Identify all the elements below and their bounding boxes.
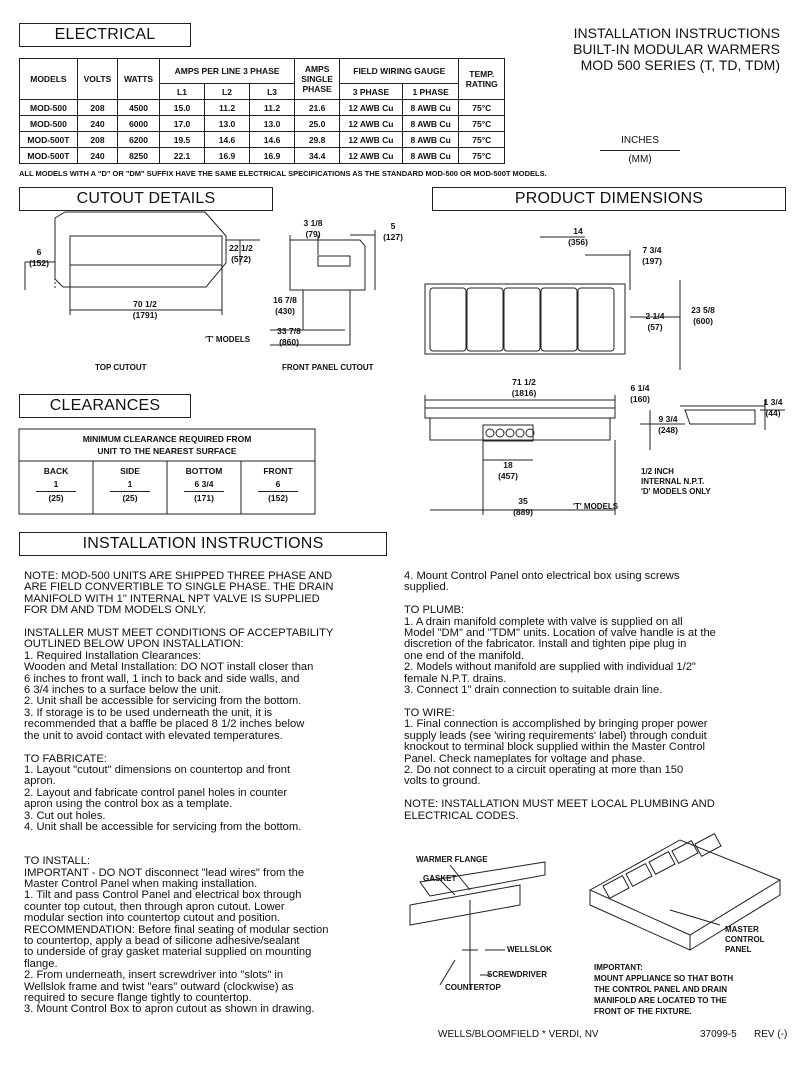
product-dim-6 [624,383,656,405]
cutout-dim-3 [296,218,330,240]
dim-value: 35 [518,496,528,506]
product-dim-14 [563,226,593,248]
dim-mm: (1791) [132,310,158,320]
clearance-mm: (152) [268,493,288,503]
col-models: MODELS [20,59,78,100]
clearance-in: 1 [36,478,76,492]
table-cell: 19.5 [160,132,205,148]
dim-value: 1 3/4 [763,397,783,407]
table-cell: 8 AWB Cu [402,148,459,164]
dim-mm: (197) [642,256,662,266]
dim-mm: (44) [765,408,781,418]
product-dim-1 [758,397,788,419]
phase-label: PHASE [302,84,332,94]
master-line-2: CONTROL [725,935,765,944]
table-cell: 8 AWB Cu [402,116,459,132]
table-cell: 8250 [118,148,160,164]
top-cutout-outline [55,212,226,287]
clearance-in: 1 [110,478,150,492]
product-dim-71 [506,377,542,399]
table-cell: MOD-500 [20,116,78,132]
clearance-in: 6 [258,478,298,492]
dim-value: 2 1/4 [645,311,665,321]
table-cell: 75°C [459,148,505,164]
dim-mm: (1816) [511,388,537,398]
dim-value: 33 7/8 [277,326,301,336]
product-dim-7 [634,245,670,267]
footer-company: WELLS/BLOOMFIELD * VERDI, NV [438,1029,599,1040]
dim-mm: (572) [231,254,251,264]
screwdriver-label: SCREWDRIVER [487,970,548,979]
table-cell: 34.4 [295,148,340,164]
clearance-column [167,465,241,505]
clearance-column [93,465,167,505]
clearance-label: BOTTOM [185,466,223,476]
dim-mm: (860) [279,337,299,347]
table-cell: 16.9 [250,148,295,164]
table-cell: 6200 [118,132,160,148]
col-1-phase: 1 PHASE [402,84,459,100]
front-panel-cutout-outline [290,240,365,290]
table-cell: 17.0 [160,116,205,132]
table-cell: 25.0 [295,116,340,132]
master-line-1: MASTER [725,925,759,934]
cutout-dim-6 [24,247,54,269]
table-cell: 21.6 [295,100,340,116]
cutout-dim-33 [272,326,306,348]
amps-label: AMPS [304,64,330,74]
dim-value: 7 3/4 [642,245,662,255]
table-cell: 22.1 [160,148,205,164]
table-cell: 12 AWB Cu [340,148,403,164]
dim-value: 6 1/4 [630,383,650,393]
clearance-mm: (171) [194,493,214,503]
rating-label: RATING [465,79,498,89]
table-cell: 240 [77,148,117,164]
units-inches: INCHES [600,132,680,151]
npt-line-1: 1/2 INCH [641,467,674,476]
electrical-footnote: ALL MODELS WITH A "D" OR "DM" SUFFIX HAVE THE SAME ELECTRICAL SPECIFICATIONS AS THE STANDARD MOD-500 OR MOD-500T MODELS. [19,169,547,178]
dim-mm: (152) [29,258,49,268]
dim-value: 18 [503,460,513,470]
cutout-dim-16 [268,295,302,317]
dim-mm: (457) [498,471,518,481]
title-line-2: BUILT-IN MODULAR WARMERS [573,41,780,57]
dim-value: 70 1/2 [133,299,157,309]
dim-mm: (356) [568,237,588,247]
table-cell: 75°C [459,100,505,116]
table-cell: 75°C [459,116,505,132]
footer-doc-number: 37099-5 [700,1029,737,1040]
table-cell: 12 AWB Cu [340,100,403,116]
cutout-dim-70 [125,299,165,321]
clearance-mm: (25) [122,493,138,503]
table-cell: 15.0 [160,100,205,116]
table-cell: 13.0 [205,116,250,132]
table-cell: 16.9 [205,148,250,164]
product-front-view [425,408,615,418]
installation-header: INSTALLATION INSTRUCTIONS [19,532,387,556]
clearance-label: BACK [43,466,69,476]
col-volts: VOLTS [77,59,117,100]
npt-line-2: INTERNAL N.P.T. [641,477,705,486]
product-top-view [425,284,625,354]
product-dim-2 [640,311,670,333]
table-cell: 13.0 [250,116,295,132]
instructions-right-column: 4. Mount Control Panel onto electrical box using screws supplied. TO PLUMB: 1. A drain manifold complete with valve is supplied on all Model "DM" and "TDM" units. Location of valve handle is at the discretion of the fabricator. Install and tighten pipe plug in one end of the manifold. 2. Models without manifold are supplied with individual 1/2" female N.P.T. drains. 3. Connect 1" drain connection to suitable drain line. TO WIRE: 1. Final connection is accomplished by bringing proper power supply leads (see 'wiring requirements' label) through conduit knockout to terminal block supplied within the Master Control Panel. Check nameplates for voltage and phase. 2. Do not connect to a circuit operating at more than 150 volts to ground. NOTE: INSTALLATION MUST MEET LOCAL PLUMBING AND ELECTRICAL CODES. [404,570,716,822]
table-cell: 8 AWB Cu [402,132,459,148]
dim-value: 14 [573,226,583,236]
dim-mm: (79) [305,229,321,239]
col-3-phase: 3 PHASE [340,84,403,100]
countertop-label: COUNTERTOP [445,983,501,992]
cutout-dim-22 [225,243,257,265]
clearance-label: SIDE [120,466,140,476]
product-dim-9 [652,414,684,436]
table-cell: MOD-500T [20,148,78,164]
important-note: IMPORTANT: MOUNT APPLIANCE SO THAT BOTH THE CONTROL PANEL AND DRAIN MANIFOLD ARE LOCATED TO THE FRONT OF THE FIXTURE. [594,963,734,1016]
npt-line-3: 'D' MODELS ONLY [641,487,711,496]
product-t-models: 'T' MODELS [573,502,619,511]
dim-value: 23 5/8 [691,305,715,315]
clearance-mm: (25) [48,493,64,503]
dim-mm: (248) [658,425,678,435]
electrical-header: ELECTRICAL [19,23,191,47]
dim-value: 16 7/8 [273,295,297,305]
table-cell: 75°C [459,132,505,148]
table-cell: 208 [77,100,117,116]
dim-mm: (127) [383,232,403,242]
dim-mm: (57) [647,322,663,332]
top-cutout-opening [70,236,222,265]
product-dim-23 [685,305,721,327]
cutout-t-models: 'T' MODELS [205,335,251,344]
wellslok-label: WELLSLOK [507,945,552,954]
clearance-title [19,433,315,457]
product-dim-35 [508,496,538,518]
gasket-label: GASKET [423,874,457,883]
clearance-label: FRONT [263,466,293,476]
clearance-title-1: MINIMUM CLEARANCE REQUIRED FROM [82,434,252,444]
dim-mm: (160) [630,394,650,404]
appliance-figure [590,840,780,935]
table-cell: 12 AWB Cu [340,132,403,148]
dim-value: 9 3/4 [658,414,678,424]
table-cell: 11.2 [205,100,250,116]
product-dimensions-header: PRODUCT DIMENSIONS [432,187,786,211]
single-label: SINGLE [301,74,333,84]
col-l2: L2 [205,84,250,100]
top-cutout-label: TOP CUTOUT [95,363,147,372]
title-line-3: MOD 500 SERIES (T, TD, TDM) [580,57,780,73]
dim-value: 22 1/2 [229,243,253,253]
clearance-column [19,465,93,505]
product-dim-18 [493,460,523,482]
master-line-3: PANEL [725,945,752,954]
table-cell: 29.8 [295,132,340,148]
cutout-details-header: CUTOUT DETAILS [19,187,273,211]
dim-mm: (600) [693,316,713,326]
table-cell: MOD-500 [20,100,78,116]
dim-mm: (430) [275,306,295,316]
title-line-1: INSTALLATION INSTRUCTIONS [573,25,780,41]
clearance-in: 6 3/4 [184,478,224,492]
temp-label: TEMP. [469,69,495,79]
instructions-left-column: NOTE: MOD-500 UNITS ARE SHIPPED THREE PHASE AND ARE FIELD CONVERTIBLE TO SINGLE PHASE. THE DRAIN MANIFOLD WITH 1" INTERNAL NPT VALVE IS SUPPLIED FOR DM AND TDM MODELS ONLY. INSTALLER MUST MEET CONDITIONS OF ACCEPTABILITY OUTLINED BELOW UPON INSTALLATION: 1. Required Installation Clearances: Wooden and Metal Installation: DO NOT install closer than 6 inches to front wall, 1 inch to back and side walls, and 6 3/4 inches to a surface below the unit. 2. Unit shall be accessible for servicing from the bottom. 3. If storage is to be used underneath the unit, it is recommended that a baffle be placed 8 1/2 inches below the unit to avoid contact with elevated temperatures. TO FABRICATE: 1. Layout "cutout" dimensions on countertop and front apron. 2. Layout and fabricate control panel holes in counter apron using the control box as a template. 3. Cut out holes. 4. Unit shall be accessible for servicing from the bottom. TO INSTALL: IMPORTANT - DO NOT disconnect "lead wires" from the Master Control Panel when making installation. 1. Tilt and pass Control Panel and electrical box through counter top cutout, then through apron cutout. Lower modular section into countertop cutout and position. RECOMMENDATION: Before final seating of modular section to countertop, apply a bead of silicone adhesive/sealant to underside of gray gasket material supplied on mounting flange. 2. From underneath, insert screwdriver into "slots" in Wellslok frame and twist "ears" outward (clockwise) as required to secure flange tightly to countertop. 3. Mount Control Box to apron cutout as shown in drawing. [24,570,334,1016]
table-cell: 4500 [118,100,160,116]
table-cell: 14.6 [205,132,250,148]
cutout-dim-5 [378,221,408,243]
col-l3: L3 [250,84,295,100]
table-cell: 12 AWB Cu [340,116,403,132]
dim-value: 71 1/2 [512,377,536,387]
table-cell: 11.2 [250,100,295,116]
clearance-title-2: UNIT TO THE NEAREST SURFACE [97,446,237,456]
col-watts: WATTS [118,59,160,100]
master-control-panel-label [725,925,765,955]
col-field-wiring: FIELD WIRING GAUGE [340,59,459,84]
clearances-header: CLEARANCES [19,394,191,418]
table-cell: 8 AWB Cu [402,100,459,116]
footer-revision: REV (-) [754,1029,788,1040]
table-cell: MOD-500T [20,132,78,148]
product-side-view [685,410,755,424]
table-cell: 6000 [118,116,160,132]
table-cell: 208 [77,132,117,148]
units-mm: (MM) [628,154,652,165]
dim-value: 5 [390,221,396,231]
dim-mm: (889) [513,507,533,517]
col-l1: L1 [160,84,205,100]
dim-value: 6 [36,247,42,257]
front-panel-cutout-label: FRONT PANEL CUTOUT [282,363,374,372]
dim-value: 3 1/8 [303,218,323,228]
table-cell: 14.6 [250,132,295,148]
table-cell: 240 [77,116,117,132]
npt-note [641,467,711,497]
col-amps-per-line: AMPS PER LINE 3 PHASE [160,59,295,84]
clearance-column [241,465,315,505]
warmer-flange-label: WARMER FLANGE [416,855,488,864]
